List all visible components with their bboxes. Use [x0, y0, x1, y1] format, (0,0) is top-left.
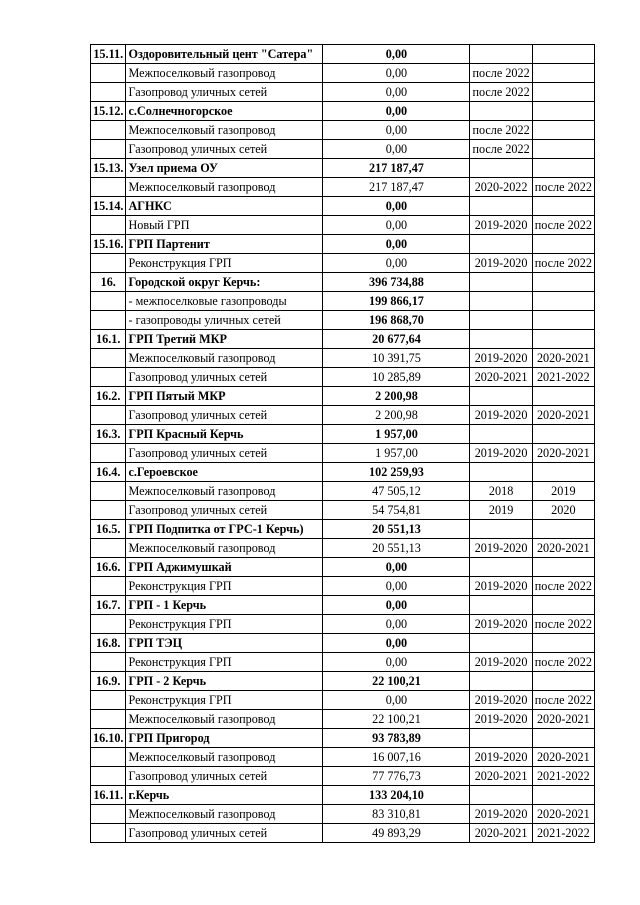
cost-value-cell: 93 783,89	[323, 729, 470, 748]
period-end-cell: 2020-2021	[532, 444, 594, 463]
period-end-cell: 2021-2022	[532, 368, 594, 387]
period-start-cell: 2019-2020	[470, 748, 532, 767]
table-row	[91, 520, 595, 539]
table-row	[91, 463, 595, 482]
object-name-cell: Межпоселковый газопровод	[126, 482, 323, 501]
object-name-cell: Газопровод уличных сетей	[126, 501, 323, 520]
row-number-cell	[91, 368, 126, 387]
object-name-cell: ГРП Пригород	[126, 729, 323, 748]
row-number-cell: 16.4.	[91, 463, 126, 482]
row-number-cell	[91, 444, 126, 463]
cost-value-cell: 20 551,13	[323, 539, 470, 558]
period-end-cell	[532, 596, 594, 615]
object-name-cell: Оздоровительный цент "Сатера"	[126, 45, 323, 64]
table-row	[91, 501, 595, 520]
table-row	[91, 824, 595, 843]
row-number-cell	[91, 121, 126, 140]
period-start-cell: 2019-2020	[470, 653, 532, 672]
cost-value-cell: 2 200,98	[323, 387, 470, 406]
object-name-cell: ГРП Третий МКР	[126, 330, 323, 349]
period-end-cell	[532, 235, 594, 254]
cost-value-cell: 199 866,17	[323, 292, 470, 311]
object-name-cell: Межпоселковый газопровод	[126, 710, 323, 729]
period-start-cell: 2019-2020	[470, 691, 532, 710]
period-start-cell: 2019-2020	[470, 444, 532, 463]
table-row	[91, 558, 595, 577]
cost-value-cell: 396 734,88	[323, 273, 470, 292]
cost-value-cell: 0,00	[323, 45, 470, 64]
period-start-cell	[470, 159, 532, 178]
row-number-cell	[91, 482, 126, 501]
object-name-cell: Газопровод уличных сетей	[126, 406, 323, 425]
cost-value-cell: 1 957,00	[323, 444, 470, 463]
cost-value-cell: 0,00	[323, 235, 470, 254]
row-number-cell: 16.11.	[91, 786, 126, 805]
object-name-cell: Газопровод уличных сетей	[126, 83, 323, 102]
period-start-cell	[470, 786, 532, 805]
table-row	[91, 216, 595, 235]
object-name-cell: Новый ГРП	[126, 216, 323, 235]
row-number-cell	[91, 406, 126, 425]
period-end-cell	[532, 520, 594, 539]
cost-value-cell: 22 100,21	[323, 710, 470, 729]
row-number-cell	[91, 178, 126, 197]
object-name-cell: с.Солнечногорское	[126, 102, 323, 121]
cost-value-cell: 1 957,00	[323, 425, 470, 444]
row-number-cell	[91, 292, 126, 311]
period-end-cell	[532, 140, 594, 159]
row-number-cell	[91, 216, 126, 235]
cost-value-cell: 0,00	[323, 577, 470, 596]
period-start-cell	[470, 558, 532, 577]
table-row	[91, 349, 595, 368]
cost-value-cell: 0,00	[323, 102, 470, 121]
object-name-cell: ГРП Партенит	[126, 235, 323, 254]
period-start-cell	[470, 520, 532, 539]
table-row	[91, 159, 595, 178]
period-start-cell	[470, 330, 532, 349]
period-end-cell: после 2022	[532, 653, 594, 672]
object-name-cell: Газопровод уличных сетей	[126, 140, 323, 159]
cost-value-cell: 0,00	[323, 615, 470, 634]
row-number-cell	[91, 805, 126, 824]
period-start-cell: после 2022	[470, 140, 532, 159]
period-start-cell: 2020-2021	[470, 767, 532, 786]
period-end-cell	[532, 463, 594, 482]
object-name-cell: Реконструкция ГРП	[126, 254, 323, 273]
cost-value-cell: 20 677,64	[323, 330, 470, 349]
row-number-cell	[91, 824, 126, 843]
cost-value-cell: 0,00	[323, 691, 470, 710]
cost-value-cell: 0,00	[323, 653, 470, 672]
period-end-cell: 2019	[532, 482, 594, 501]
cost-value-cell: 10 391,75	[323, 349, 470, 368]
object-name-cell: Узел приема ОУ	[126, 159, 323, 178]
row-number-cell	[91, 539, 126, 558]
object-name-cell: Реконструкция ГРП	[126, 691, 323, 710]
cost-value-cell: 0,00	[323, 254, 470, 273]
table-row	[91, 368, 595, 387]
table-row	[91, 121, 595, 140]
cost-value-cell: 10 285,89	[323, 368, 470, 387]
period-end-cell	[532, 102, 594, 121]
table-row	[91, 539, 595, 558]
table-row	[91, 653, 595, 672]
period-end-cell	[532, 197, 594, 216]
period-end-cell: после 2022	[532, 691, 594, 710]
row-number-cell: 16.2.	[91, 387, 126, 406]
period-start-cell	[470, 311, 532, 330]
row-number-cell: 16.5.	[91, 520, 126, 539]
row-number-cell	[91, 767, 126, 786]
table-row	[91, 748, 595, 767]
period-end-cell	[532, 558, 594, 577]
period-start-cell: 2019-2020	[470, 349, 532, 368]
row-number-cell	[91, 64, 126, 83]
period-end-cell: 2020-2021	[532, 539, 594, 558]
period-start-cell	[470, 292, 532, 311]
row-number-cell	[91, 501, 126, 520]
cost-value-cell: 0,00	[323, 197, 470, 216]
table-row	[91, 786, 595, 805]
table-row	[91, 140, 595, 159]
period-start-cell: 2019-2020	[470, 406, 532, 425]
table-row	[91, 254, 595, 273]
row-number-cell	[91, 349, 126, 368]
row-number-cell	[91, 83, 126, 102]
period-start-cell	[470, 463, 532, 482]
table-row	[91, 805, 595, 824]
table-row	[91, 577, 595, 596]
period-end-cell: после 2022	[532, 178, 594, 197]
period-start-cell	[470, 235, 532, 254]
row-number-cell: 15.11.	[91, 45, 126, 64]
period-start-cell: 2020-2021	[470, 368, 532, 387]
object-name-cell: - межпоселковые газопроводы	[126, 292, 323, 311]
cost-value-cell: 20 551,13	[323, 520, 470, 539]
period-end-cell	[532, 634, 594, 653]
object-name-cell: АГНКС	[126, 197, 323, 216]
object-name-cell: Реконструкция ГРП	[126, 615, 323, 634]
period-end-cell: 2020	[532, 501, 594, 520]
table-body	[91, 45, 595, 843]
cost-value-cell: 77 776,73	[323, 767, 470, 786]
table-row	[91, 235, 595, 254]
period-start-cell: 2020-2021	[470, 824, 532, 843]
cost-value-cell: 49 893,29	[323, 824, 470, 843]
cost-value-cell: 16 007,16	[323, 748, 470, 767]
period-end-cell: 2020-2021	[532, 805, 594, 824]
row-number-cell: 16.9.	[91, 672, 126, 691]
period-end-cell	[532, 311, 594, 330]
cost-value-cell: 47 505,12	[323, 482, 470, 501]
row-number-cell	[91, 748, 126, 767]
row-number-cell	[91, 615, 126, 634]
table-row	[91, 197, 595, 216]
object-name-cell: Межпоселковый газопровод	[126, 349, 323, 368]
object-name-cell: ГРП Пятый МКР	[126, 387, 323, 406]
period-start-cell: 2019-2020	[470, 805, 532, 824]
object-name-cell: Реконструкция ГРП	[126, 653, 323, 672]
cost-value-cell: 2 200,98	[323, 406, 470, 425]
object-name-cell: Газопровод уличных сетей	[126, 368, 323, 387]
table-row	[91, 444, 595, 463]
table-row	[91, 330, 595, 349]
period-end-cell	[532, 672, 594, 691]
cost-value-cell: 54 754,81	[323, 501, 470, 520]
object-name-cell: Межпоселковый газопровод	[126, 64, 323, 83]
cost-value-cell: 0,00	[323, 121, 470, 140]
cost-value-cell: 0,00	[323, 216, 470, 235]
row-number-cell	[91, 254, 126, 273]
row-number-cell	[91, 311, 126, 330]
object-name-cell: Межпоселковый газопровод	[126, 805, 323, 824]
table-row	[91, 729, 595, 748]
period-end-cell	[532, 425, 594, 444]
table-row	[91, 767, 595, 786]
row-number-cell: 16.8.	[91, 634, 126, 653]
period-start-cell	[470, 102, 532, 121]
period-start-cell: 2019-2020	[470, 254, 532, 273]
object-name-cell: Городской округ Керчь:	[126, 273, 323, 292]
cost-value-cell: 83 310,81	[323, 805, 470, 824]
period-start-cell	[470, 425, 532, 444]
row-number-cell	[91, 691, 126, 710]
period-end-cell: 2020-2021	[532, 748, 594, 767]
object-name-cell: ГРП ТЭЦ	[126, 634, 323, 653]
row-number-cell: 16.3.	[91, 425, 126, 444]
table-row	[91, 482, 595, 501]
object-name-cell: с.Героевское	[126, 463, 323, 482]
row-number-cell: 15.12.	[91, 102, 126, 121]
table-row	[91, 102, 595, 121]
period-end-cell	[532, 64, 594, 83]
period-start-cell: после 2022	[470, 64, 532, 83]
object-name-cell: Межпоселковый газопровод	[126, 539, 323, 558]
table-row	[91, 596, 595, 615]
period-start-cell	[470, 634, 532, 653]
period-start-cell: 2019-2020	[470, 216, 532, 235]
period-start-cell: 2019-2020	[470, 615, 532, 634]
row-number-cell	[91, 710, 126, 729]
row-number-cell: 16.1.	[91, 330, 126, 349]
cost-value-cell: 217 187,47	[323, 159, 470, 178]
period-start-cell: после 2022	[470, 121, 532, 140]
gas-pipeline-table	[90, 44, 595, 843]
cost-value-cell: 0,00	[323, 83, 470, 102]
table-row	[91, 45, 595, 64]
period-end-cell	[532, 83, 594, 102]
cost-value-cell: 133 204,10	[323, 786, 470, 805]
period-end-cell: 2020-2021	[532, 349, 594, 368]
period-start-cell	[470, 45, 532, 64]
table-row	[91, 672, 595, 691]
row-number-cell	[91, 653, 126, 672]
object-name-cell: Межпоселковый газопровод	[126, 178, 323, 197]
table-row	[91, 691, 595, 710]
table-row	[91, 311, 595, 330]
cost-value-cell: 0,00	[323, 634, 470, 653]
object-name-cell: - газопроводы уличных сетей	[126, 311, 323, 330]
table-row	[91, 292, 595, 311]
period-start-cell: 2020-2022	[470, 178, 532, 197]
period-start-cell	[470, 729, 532, 748]
cost-value-cell: 102 259,93	[323, 463, 470, 482]
cost-value-cell: 0,00	[323, 140, 470, 159]
period-start-cell	[470, 596, 532, 615]
period-start-cell: 2019-2020	[470, 539, 532, 558]
table-row	[91, 387, 595, 406]
row-number-cell: 15.16.	[91, 235, 126, 254]
cost-value-cell: 0,00	[323, 558, 470, 577]
object-name-cell: г.Керчь	[126, 786, 323, 805]
table-row	[91, 406, 595, 425]
period-end-cell: 2020-2021	[532, 406, 594, 425]
object-name-cell: Газопровод уличных сетей	[126, 767, 323, 786]
period-start-cell: 2018	[470, 482, 532, 501]
table-row	[91, 615, 595, 634]
table-row	[91, 634, 595, 653]
row-number-cell	[91, 577, 126, 596]
object-name-cell: Межпоселковый газопровод	[126, 748, 323, 767]
period-end-cell	[532, 159, 594, 178]
period-end-cell	[532, 292, 594, 311]
object-name-cell: Газопровод уличных сетей	[126, 444, 323, 463]
period-start-cell: 2019-2020	[470, 577, 532, 596]
cost-value-cell: 0,00	[323, 64, 470, 83]
row-number-cell	[91, 140, 126, 159]
period-end-cell	[532, 729, 594, 748]
period-end-cell: 2021-2022	[532, 767, 594, 786]
period-end-cell	[532, 387, 594, 406]
row-number-cell: 16.7.	[91, 596, 126, 615]
object-name-cell: Реконструкция ГРП	[126, 577, 323, 596]
period-start-cell	[470, 672, 532, 691]
row-number-cell: 16.	[91, 273, 126, 292]
object-name-cell: Газопровод уличных сетей	[126, 824, 323, 843]
period-end-cell	[532, 273, 594, 292]
row-number-cell: 15.13.	[91, 159, 126, 178]
row-number-cell: 16.6.	[91, 558, 126, 577]
table-row	[91, 178, 595, 197]
object-name-cell: ГРП - 2 Керчь	[126, 672, 323, 691]
period-end-cell: после 2022	[532, 615, 594, 634]
period-start-cell	[470, 197, 532, 216]
object-name-cell: ГРП Аджимушкай	[126, 558, 323, 577]
period-start-cell	[470, 387, 532, 406]
period-end-cell: 2021-2022	[532, 824, 594, 843]
period-end-cell: после 2022	[532, 577, 594, 596]
cost-value-cell: 22 100,21	[323, 672, 470, 691]
table-row	[91, 425, 595, 444]
period-end-cell	[532, 786, 594, 805]
period-start-cell: 2019-2020	[470, 710, 532, 729]
period-end-cell	[532, 330, 594, 349]
period-start-cell: 2019	[470, 501, 532, 520]
period-end-cell	[532, 121, 594, 140]
table-row	[91, 273, 595, 292]
object-name-cell: Межпоселковый газопровод	[126, 121, 323, 140]
period-start-cell	[470, 273, 532, 292]
row-number-cell: 16.10.	[91, 729, 126, 748]
row-number-cell: 15.14.	[91, 197, 126, 216]
period-end-cell: 2020-2021	[532, 710, 594, 729]
period-end-cell: после 2022	[532, 254, 594, 273]
table-row	[91, 64, 595, 83]
cost-value-cell: 196 868,70	[323, 311, 470, 330]
period-start-cell: после 2022	[470, 83, 532, 102]
period-end-cell	[532, 45, 594, 64]
cost-value-cell: 0,00	[323, 596, 470, 615]
table-row	[91, 83, 595, 102]
cost-value-cell: 217 187,47	[323, 178, 470, 197]
object-name-cell: ГРП Красный Керчь	[126, 425, 323, 444]
table-row	[91, 710, 595, 729]
period-end-cell: после 2022	[532, 216, 594, 235]
object-name-cell: ГРП Подпитка от ГРС-1 Керчь)	[126, 520, 323, 539]
object-name-cell: ГРП - 1 Керчь	[126, 596, 323, 615]
